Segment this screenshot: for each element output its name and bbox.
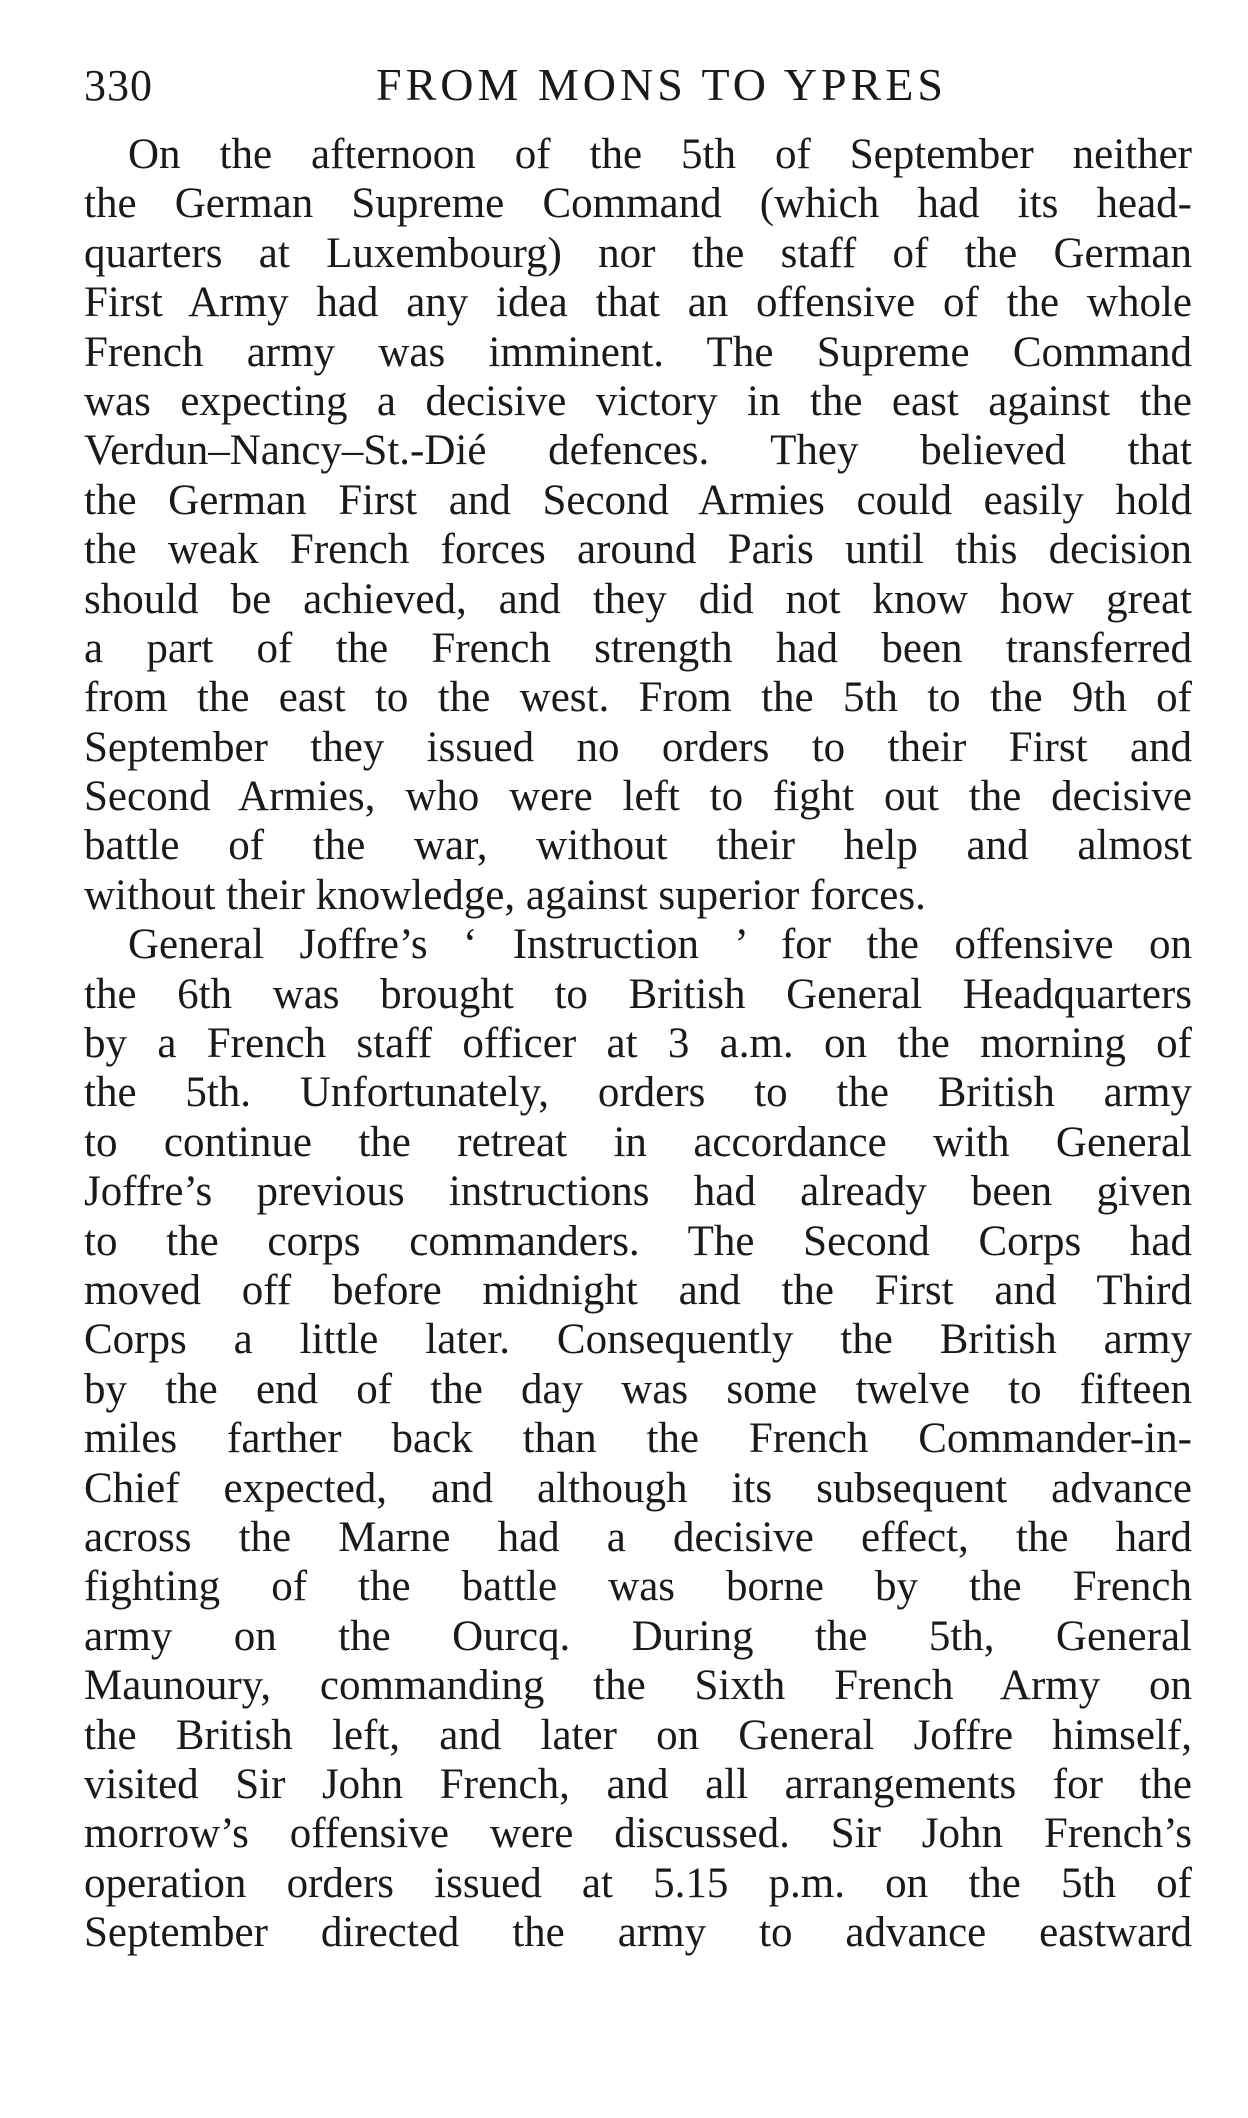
page-number: 330 [84, 61, 153, 110]
text-line: Corps a little later. Consequently the British army [84, 1316, 1192, 1364]
text-line: should be achieved, and they did not know how great [84, 575, 1192, 623]
text-line: September directed the army to advance eastward [84, 1909, 1192, 1957]
text-line: army on the Ourcq. During the 5th, General [84, 1612, 1192, 1660]
text-line: the British left, and later on General Joffre himself, [84, 1711, 1192, 1759]
text-line: First Army had any idea that an offensive of the whole [84, 279, 1192, 327]
text-line: by the end of the day was some twelve to fifteen [84, 1365, 1192, 1413]
text-line: French army was imminent. The Supreme Command [84, 328, 1192, 376]
book-page [84, 58, 1192, 1957]
text-line: quarters at Luxembourg) nor the staff of the German [84, 229, 1192, 277]
text-line: Maunoury, commanding the Sixth French Army on [84, 1662, 1192, 1710]
text-line: from the east to the west. From the 5th to the 9th of [84, 674, 1192, 722]
text-line: battle of the war, without their help and almost [84, 822, 1192, 870]
text-line: September they issued no orders to their First and [84, 723, 1192, 771]
text-line: On the afternoon of the 5th of September neither [128, 131, 1192, 178]
text-line: Verdun–Nancy–St.-Dié defences. They believed that [84, 427, 1192, 475]
text-line: was expecting a decisive victory in the east against the [84, 377, 1192, 425]
text-line: operation orders issued at 5.15 p.m. on the 5th of [84, 1859, 1192, 1907]
text-line: miles farther back than the French Commander-in- [84, 1415, 1192, 1463]
paragraph-1 [84, 130, 1192, 920]
text-line: Second Armies, who were left to fight out the decisive [84, 773, 1192, 821]
text-line: by a French staff officer at 3 a.m. on the morning of [84, 1020, 1192, 1068]
text-line: fighting of the battle was borne by the French [84, 1563, 1192, 1611]
text-line: Chief expected, and although its subsequent advance [84, 1464, 1192, 1512]
text-line: morrow’s offensive were discussed. Sir John French’s [84, 1810, 1192, 1858]
text-line: the German Supreme Command (which had its head- [84, 180, 1192, 228]
text-line: moved off before midnight and the First and Third [84, 1266, 1192, 1314]
running-title: FROM MONS TO YPRES [376, 59, 947, 110]
text-line: Joffre’s previous instructions had already been given [84, 1168, 1192, 1216]
text-line: the German First and Second Armies could easily hold [84, 476, 1192, 524]
text-line: to the corps commanders. The Second Corps had [84, 1217, 1192, 1265]
running-head [84, 58, 1192, 122]
text-line: a part of the French strength had been transferred [84, 624, 1192, 672]
text-line: the 6th was brought to British General Headquarters [84, 970, 1192, 1018]
text-line: the 5th. Unfortunately, orders to the British army [84, 1069, 1192, 1117]
paragraph-2 [84, 920, 1192, 1957]
text-line: visited Sir John French, and all arrangements for the [84, 1760, 1192, 1808]
text-line: General Joffre’s ‘ Instruction ’ for the offensive on [128, 921, 1192, 969]
text-line: across the Marne had a decisive effect, the hard [84, 1513, 1192, 1561]
text-line: the weak French forces around Paris until this decision [84, 526, 1192, 574]
text-line: without their knowledge, against superior forces. [84, 871, 926, 919]
text-line: to continue the retreat in accordance with General [84, 1118, 1192, 1166]
